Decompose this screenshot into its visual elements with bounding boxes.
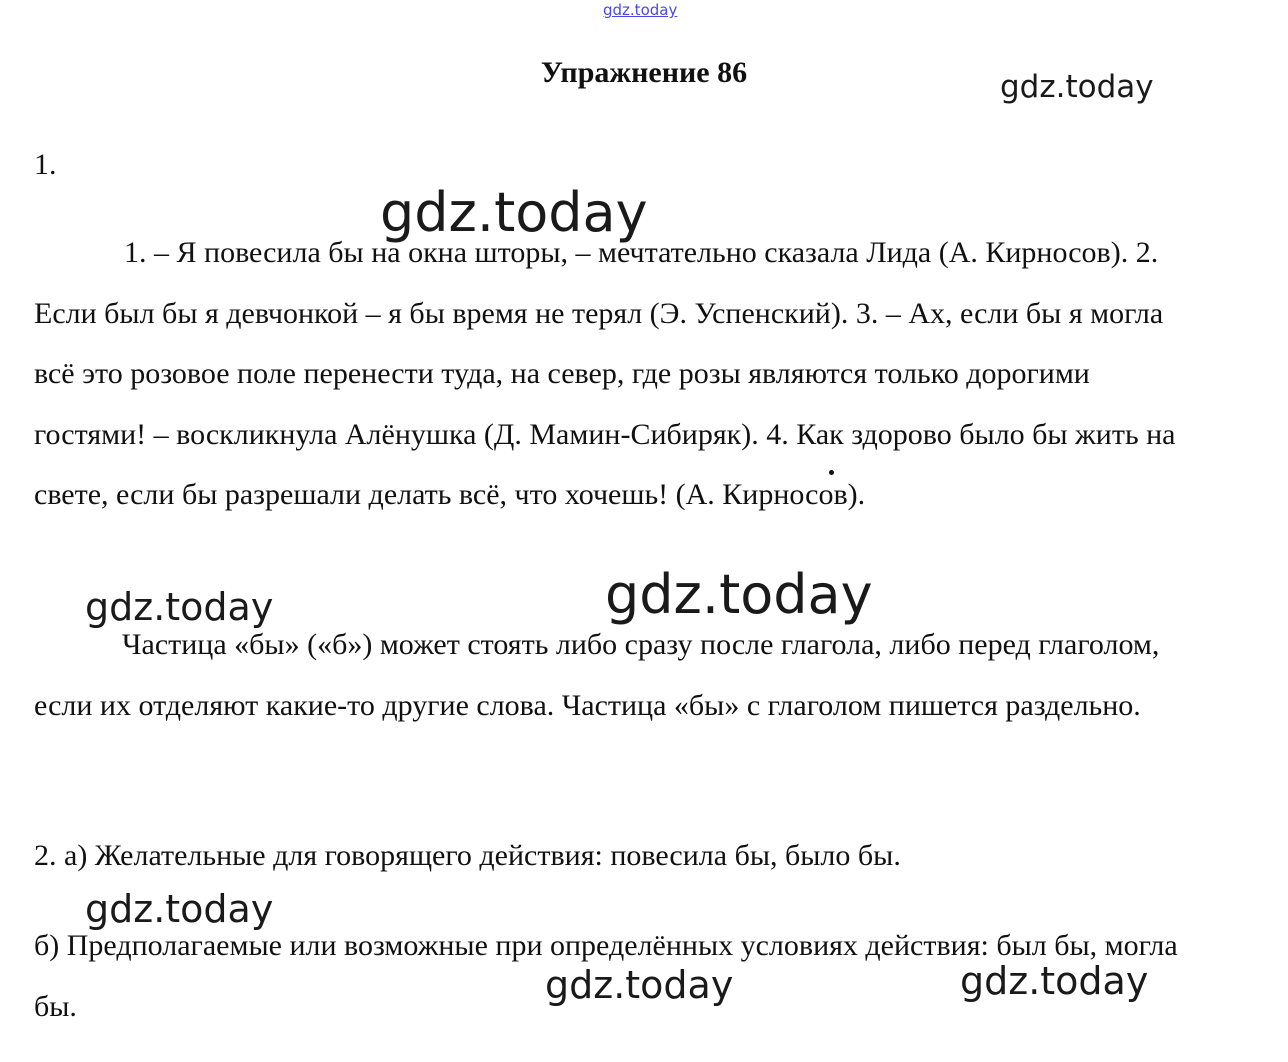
watermark: gdz.today	[85, 585, 274, 629]
watermark: gdz.today	[605, 563, 873, 626]
watermark: gdz.today	[960, 959, 1149, 1003]
watermark: gdz.today	[1000, 69, 1154, 105]
watermark: gdz.today	[85, 887, 274, 931]
stray-dot	[829, 470, 834, 475]
answer-a-paragraph: 2. а) Желательные для говорящего действия: повесила бы, было бы.	[34, 839, 901, 872]
watermark-top[interactable]: gdz.today	[603, 1, 678, 19]
section-number: 1.	[34, 148, 57, 181]
answer-b-paragraph: б) Предполагаемые или возможные при определённых условиях действия: был бы, могла бы.	[34, 929, 1178, 1023]
examples-paragraph: 1. – Я повесила бы на окна шторы, – мечтательно сказала Лида (А. Кирносов). 2. Если был бы я девчонкой – я бы время не терял (Э. Успенский). 3. – Ах, если бы я могла всё это розовое поле перенести туда, на север, где розы являются только дорогими гостями! – воскликнула Алёнушка (Д. Мамин-Сибиряк). 4. Как здорово было бы жить на свете, если бы разрешали делать всё, что хочешь! (А. Кирносов).	[34, 236, 1176, 511]
watermark: gdz.today	[380, 181, 648, 244]
rule-paragraph: Частица «бы» («б») может стоять либо сразу после глагола, либо перед глаголом, если их отделяют какие-то другие слова. Частица «бы» с глаголом пишется раздельно.	[34, 628, 1160, 722]
page-title: Упражнение 86	[540, 56, 748, 89]
watermark: gdz.today	[545, 963, 734, 1007]
